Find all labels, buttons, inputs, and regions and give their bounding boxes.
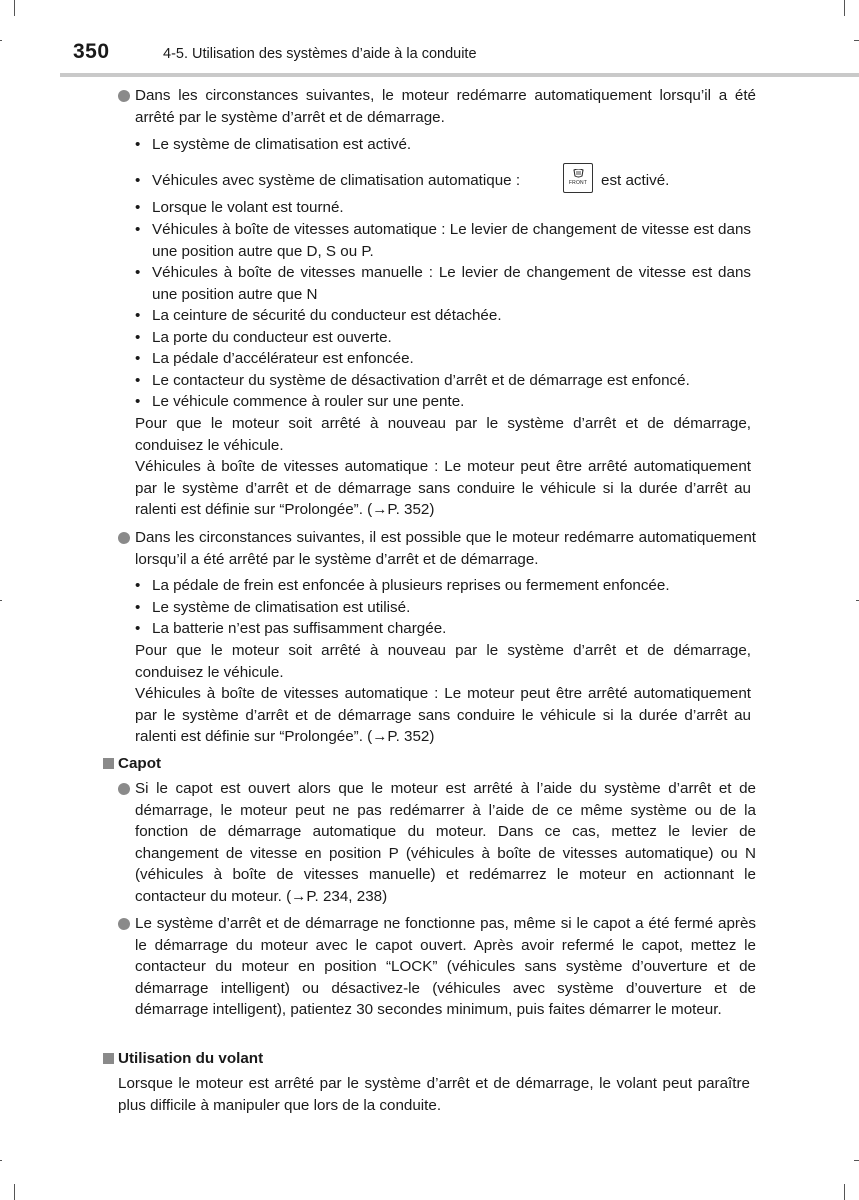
list-item-text: Véhicules à boîte de vitesses automatique : Le levier de changement de vitesse est dans une position autre que D, S ou P. xyxy=(152,221,751,260)
crop-mark xyxy=(854,40,859,41)
fan-icon xyxy=(573,169,584,178)
header-rule xyxy=(60,73,859,77)
gray-square-marker-icon xyxy=(103,1053,114,1064)
block2-note1: Pour que le moteur soit arrêté à nouveau par le système d’arrêt et de démarrage, conduisez le véhicule. xyxy=(135,642,751,681)
capot-heading: Capot xyxy=(118,755,162,772)
block2-intro: Dans les circonstances suivantes, il est possible que le moteur redémarre automatiquement lorsqu’il a été arrêté par le système d’arrêt et de démarrage. xyxy=(135,529,756,568)
gray-circle-bullet-icon xyxy=(118,90,130,102)
crop-mark xyxy=(844,0,845,16)
crop-mark xyxy=(844,1184,845,1200)
gray-circle-bullet-icon xyxy=(118,532,130,544)
block2-note2: Véhicules à boîte de vitesses automatique : Le moteur peut être arrêté automatiquement par le système d’arrêt et de démarrage sans conduire le véhicule si la durée d’arrêt au ralenti est définie sur “Prolongée”. (→P. 352) xyxy=(135,685,751,745)
list-item-text: La batterie n’est pas suffisamment chargée. xyxy=(152,620,447,637)
list-item-text: Le système de climatisation est utilisé. xyxy=(152,599,411,616)
crop-mark xyxy=(14,1184,15,1200)
gray-circle-bullet-icon xyxy=(118,783,130,795)
crop-mark xyxy=(854,1160,859,1161)
list-item-text: La ceinture de sécurité du conducteur est détachée. xyxy=(152,307,502,324)
list-item-text: La pédale d’accélérateur est enfoncée. xyxy=(152,350,414,367)
block1-intro: Dans les circonstances suivantes, le moteur redémarre automatiquement lorsqu’il a été arrêté par le système d’arrêt et de démarrage. xyxy=(135,87,756,126)
volant-paragraph: Lorsque le moteur est arrêté par le système d’arrêt et de démarrage, le volant peut paraître plus difficile à manipuler que lors de la conduite. xyxy=(118,1075,750,1114)
list-item-text: Lorsque le volant est tourné. xyxy=(152,199,344,216)
ac-button-label: FRONT xyxy=(568,180,588,186)
list-item-text: Le véhicule commence à rouler sur une pente. xyxy=(152,393,465,410)
list-item-text: Le système de climatisation est activé. xyxy=(152,136,412,153)
gray-square-marker-icon xyxy=(103,758,114,769)
crop-mark xyxy=(0,1160,2,1161)
section-title: 4-5. Utilisation des systèmes d’aide à la conduite xyxy=(163,46,477,62)
gray-circle-bullet-icon xyxy=(118,918,130,930)
list-item-text: La porte du conducteur est ouverte. xyxy=(152,329,392,346)
air-conditioning-front-button-icon xyxy=(563,163,593,193)
crop-mark xyxy=(0,600,2,601)
block1-note1: Pour que le moteur soit arrêté à nouveau par le système d’arrêt et de démarrage, conduisez le véhicule. xyxy=(135,415,751,454)
list-item-text: Véhicules avec système de climatisation automatique : xyxy=(152,172,521,189)
crop-mark xyxy=(14,0,15,16)
list-item-text-continued: est activé. xyxy=(601,172,670,189)
list-item-text: Le contacteur du système de désactivation d’arrêt et de démarrage est enfoncé. xyxy=(152,372,690,389)
capot-paragraph-2: Le système d’arrêt et de démarrage ne fonctionne pas, même si le capot a été fermé après le démarrage du moteur avec le capot ouvert. Après avoir refermé le capot, mettez le contacteur du moteur en position “LOCK” (véhicules sans système d’ouverture et de démarrage intelligent) ou désactivez-le (véhicules avec système d’ouverture et de démarrage intelligent), patientez 30 secondes minimum, puis faites démarrer le moteur. xyxy=(135,915,756,1018)
crop-mark xyxy=(0,40,2,41)
volant-heading: Utilisation du volant xyxy=(118,1050,264,1067)
list-item-text: Véhicules à boîte de vitesses manuelle : Le levier de changement de vitesse est dans une position autre que N xyxy=(152,264,751,303)
block1-note2: Véhicules à boîte de vitesses automatique : Le moteur peut être arrêté automatiquement par le système d’arrêt et de démarrage sans conduire le véhicule si la durée d’arrêt au ralenti est définie sur “Prolongée”. (→P. 352) xyxy=(135,458,751,518)
list-item-text: La pédale de frein est enfoncée à plusieurs reprises ou fermement enfoncée. xyxy=(152,577,670,594)
capot-paragraph-1: Si le capot est ouvert alors que le moteur est arrêté à l’aide du système d’arrêt et de démarrage, le moteur peut ne pas redémarrer à l’aide de ce même système ou de la fonction de démarrage automatique du moteur. Dans ce cas, mettez le levier de changement de vitesse en position P (véhicules à boîte de vitesses automatique) ou N (véhicules à boîte de vitesses manuelle) et redémarrez le moteur en actionnant le contacteur du moteur. (→P. 234, 238) xyxy=(135,780,756,905)
page-number: 350 xyxy=(73,40,110,63)
